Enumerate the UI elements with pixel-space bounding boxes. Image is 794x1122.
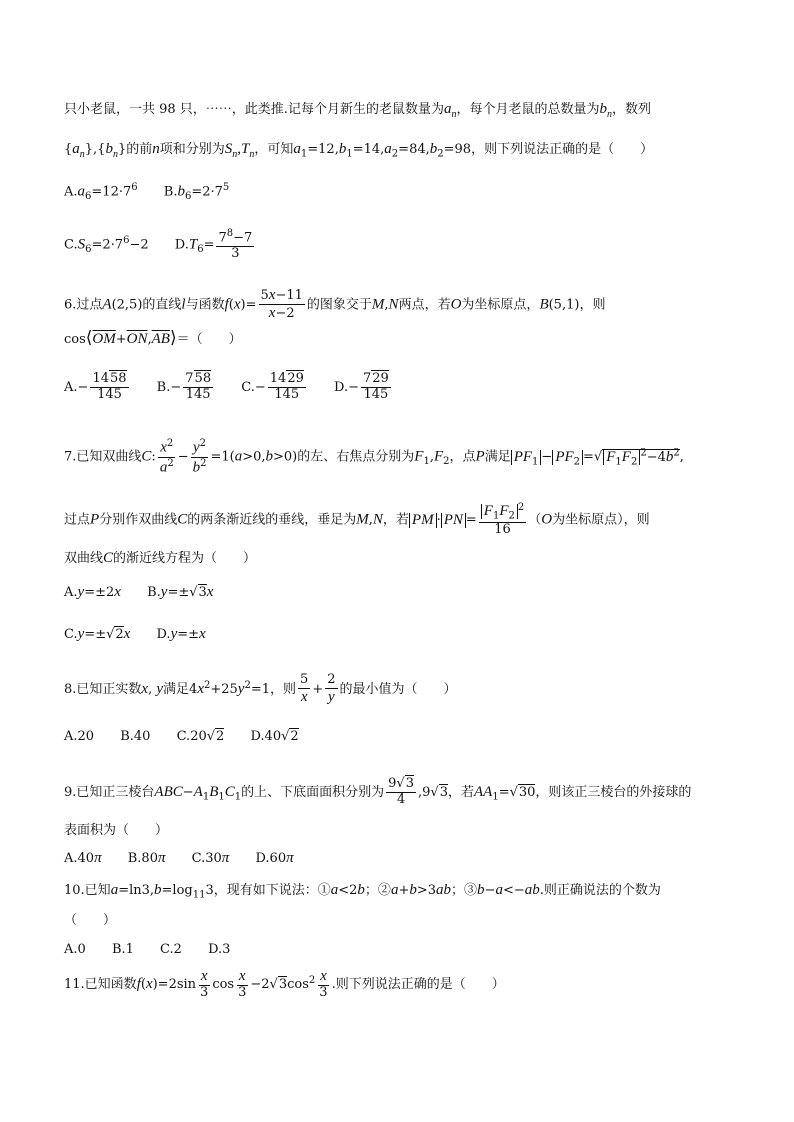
q5-text: 只小老鼠，一共 98 只，⋯⋯，此类推.记每个月新生的老鼠数量为: [64, 102, 444, 117]
q6-opt-c-label: C.: [241, 379, 255, 395]
q7-option-b[interactable]: B.y=±√3x: [147, 584, 214, 600]
q6-line2: $\cos⟨\overline{OM}+\overline{ON},\overline{AB}⟩=$（ ）: [64, 328, 242, 348]
q10-t4: .则正确说法的个数为: [539, 883, 661, 898]
q6-option-b[interactable]: B.− $\frac{758}{145}$: [156, 371, 212, 402]
q9-t3: ，则该正三棱台的外接球的: [535, 784, 692, 800]
q11-text: 11.已知函数: [64, 977, 137, 993]
q9-l2: 表面积为（ ）: [64, 823, 169, 838]
q5-option-b[interactable]: $B.b_6=2\cdot 7^5$: [163, 182, 230, 202]
q7-l3b: 的渐近线方程为（ ）: [113, 551, 257, 566]
q10-l2: （ ）: [64, 913, 117, 928]
q10-option-c[interactable]: C.2: [160, 942, 182, 957]
q9-options: [64, 849, 754, 867]
q6-option-c[interactable]: C.− $\frac{1429}{145}$: [241, 371, 304, 402]
q5-opt-a-label: A.: [64, 184, 78, 200]
q10-option-a[interactable]: A.0: [64, 942, 86, 957]
q7-t1: 的左、右焦点分别为: [297, 449, 415, 465]
q6-t5: 为坐标原点，: [461, 297, 540, 313]
q7-opt-d-label: D.: [156, 627, 171, 642]
q5-option-c[interactable]: $C.S_6=2\cdot 7^6-2$: [64, 235, 149, 256]
q7-option-a[interactable]: A.y=±2x: [64, 584, 121, 600]
q10-text: 10.已知: [64, 883, 111, 898]
q8-t2: ，则: [270, 682, 297, 698]
q7-l2f: 为坐标原点），则: [552, 512, 650, 528]
q8-option-a[interactable]: A.20: [64, 729, 95, 744]
q6-line1: 6.过点A(2,5)的直线l与函数f(x)= $\frac{5x-11}{x-2}$ 的图象交于M,N两点，若O为坐标原点，B(5,1)，则: [64, 287, 606, 322]
q5-option-d[interactable]: $D.T_6=$ $\frac{7^8-7}{3}$: [174, 228, 253, 262]
q9-text: 9.已知正三棱台: [64, 784, 155, 800]
q7-l3a: 双曲线: [64, 551, 104, 566]
q8-option-d[interactable]: D.40√2: [250, 729, 299, 744]
q9-opt-d-label: D.: [255, 851, 270, 866]
q9-option-d[interactable]: D.60π: [255, 850, 294, 866]
q5-text-end: ，数列: [611, 102, 651, 117]
q5-text-mid: ，每个月老鼠的总数量为: [456, 102, 600, 117]
q9-line1: 9.已知正三棱台$ABC-A_1B_1C_1$的上、下底面面积分别为 $\frac{9√3}{4}$ ,9√3，若$AA_1=√30$，则该正三棱台的外接球的: [64, 776, 692, 807]
q5-opt-d-label: D.: [174, 237, 189, 253]
q8-option-c[interactable]: C.20√2: [176, 729, 225, 744]
q10-option-d[interactable]: D.3: [208, 942, 231, 957]
q6-t4: 两点，若: [398, 297, 451, 313]
q9-t1: 的上、下底面面积分别为: [241, 784, 385, 800]
q5-t2c: ，可知: [254, 142, 294, 157]
q9-line2: [64, 823, 754, 839]
q10-option-b[interactable]: B.1: [111, 942, 134, 957]
q6-opt-d-label: D.: [334, 379, 349, 395]
q5-line1: 只小老鼠，一共 98 只，⋯⋯，此类推.记每个月新生的老鼠数量为$a_n$，每个月老鼠的总数量为$b_n$，数列: [64, 101, 651, 120]
q7-l2c: 的两条渐近线的垂线，垂足为: [187, 512, 357, 528]
q7-option-d[interactable]: D.y=±x: [156, 626, 206, 642]
q7-text: 7.已知双曲线: [64, 449, 142, 465]
q7-t2: ，点: [449, 449, 476, 465]
q6-t3: 的图象交于: [306, 297, 372, 313]
q6-text: 6.过点: [64, 297, 103, 313]
q6-t2: 与函数: [185, 297, 225, 313]
q5-options-ab: [64, 182, 754, 203]
q9-option-c[interactable]: C.30π: [191, 850, 230, 866]
q6-opt-a-label: A.: [64, 379, 78, 395]
q6-paren: ＝（ ）: [176, 332, 242, 347]
q8-option-b[interactable]: B.40: [120, 729, 151, 744]
q7-l2b: 分别作双曲线: [99, 512, 178, 528]
q6-option-d[interactable]: D.− $\frac{729}{145}$: [334, 371, 389, 402]
q10-line1: 10.已知$a=\ln 3,b=\log_{11}3$，现有如下说法：①a<2b；②a+b>3ab；③b−a<−ab.则正确说法的个数为: [64, 882, 661, 901]
q5-option-a[interactable]: $A.a_6=12\cdot 7^6$: [64, 182, 138, 202]
q10-line2: [64, 913, 754, 929]
q10-t1: ，现有如下说法：①: [213, 883, 331, 898]
q5-line2: $\{a_n\},\{b_n\}$的前n项和分别为$S_n,T_n$，可知$a_1=12,b_1=14,a_2=84,b_2=98$，则下列说法正确的是（ ）: [64, 141, 654, 160]
q7-l2e: （: [528, 512, 542, 528]
q7-l2d: ，若: [382, 512, 409, 528]
q8-line1: 8.已知正实数x, y满足$4x^2+25y^2=1$，则 $\frac{5}{x}$ + $\frac{2}{y}$ 的最小值为（ ）: [64, 672, 457, 705]
q7-option-c[interactable]: C.y=±√2x: [64, 626, 131, 642]
q6-option-a[interactable]: A.− $\frac{1458}{145}$: [64, 371, 127, 402]
q9-opt-c-label: C.: [191, 851, 206, 866]
q5-t2b: 项和分别为: [159, 142, 225, 157]
q9-t2: ，若: [447, 784, 474, 800]
q5-options-cd: [64, 228, 754, 262]
q11-t1: .则下列说法正确的是（ ）: [331, 977, 505, 993]
q7-line1: 7.已知双曲线C: $\frac{x^2}{a^2}$ − $\frac{y^2}{b^2}$ =1(a>0,b>0)的左、右焦点分别为$F_1,F_2$，点P满足 $PF_1 - PF_2$ =√ $F_1F_2^2-4b^2$,: [64, 438, 684, 475]
q6-opt-b-label: B.: [156, 379, 171, 395]
q9-opt-b-label: B.: [127, 851, 142, 866]
q5-t2a: 的前: [126, 142, 153, 157]
q7-opt-b-label: B.: [147, 585, 161, 600]
q7-options-ab: [64, 583, 754, 601]
q8-opt-c-label: C.: [176, 729, 191, 744]
q6-t1: 的直线: [142, 297, 182, 313]
q5-opt-b-label: B.: [163, 184, 178, 200]
q7-l2a: 过点: [64, 512, 91, 528]
q8-t1: 满足: [163, 682, 190, 698]
q7-opt-a-label: A.: [64, 585, 78, 600]
q5-t2d: ，则下列说法正确的是（ ）: [471, 142, 654, 157]
q8-text: 8.已知正实数: [64, 682, 142, 698]
q9-option-a[interactable]: A.40π: [64, 850, 102, 866]
q7-line2: 过点P分别作双曲线C的两条渐近线的垂线，垂足为M,N，若 PM · PN = $\frac{F_1F_2^2}{16}$ （O为坐标原点），则: [64, 502, 650, 538]
q10-t2: ；②: [364, 883, 391, 898]
q9-opt-a-label: A.: [64, 851, 78, 866]
q10-options: [64, 942, 754, 958]
q10-t3: ；③: [451, 883, 478, 898]
q6-t6: ，则: [579, 297, 606, 313]
q11-line1: 11.已知函数f(x)=2sin $\frac{x}{3}$ cos $\frac{x}{3}$ $-2√3\cos^2$ $\frac{x}{3}$ .则下列说法正确的是（ ）: [64, 968, 505, 1001]
q7-line3: 双曲线C的渐近线方程为（ ）: [64, 550, 257, 566]
q7-t3: 满足: [484, 449, 511, 465]
q8-t3: 的最小值为（ ）: [339, 682, 457, 698]
q6-options: [64, 372, 754, 403]
q5-opt-c-label: C.: [64, 237, 78, 253]
q7-opt-c-label: C.: [64, 627, 78, 642]
q9-option-b[interactable]: B.80π: [127, 850, 166, 866]
q7-options-cd: [64, 625, 754, 643]
q8-options: [64, 729, 754, 745]
q8-opt-d-label: D.: [250, 729, 265, 744]
